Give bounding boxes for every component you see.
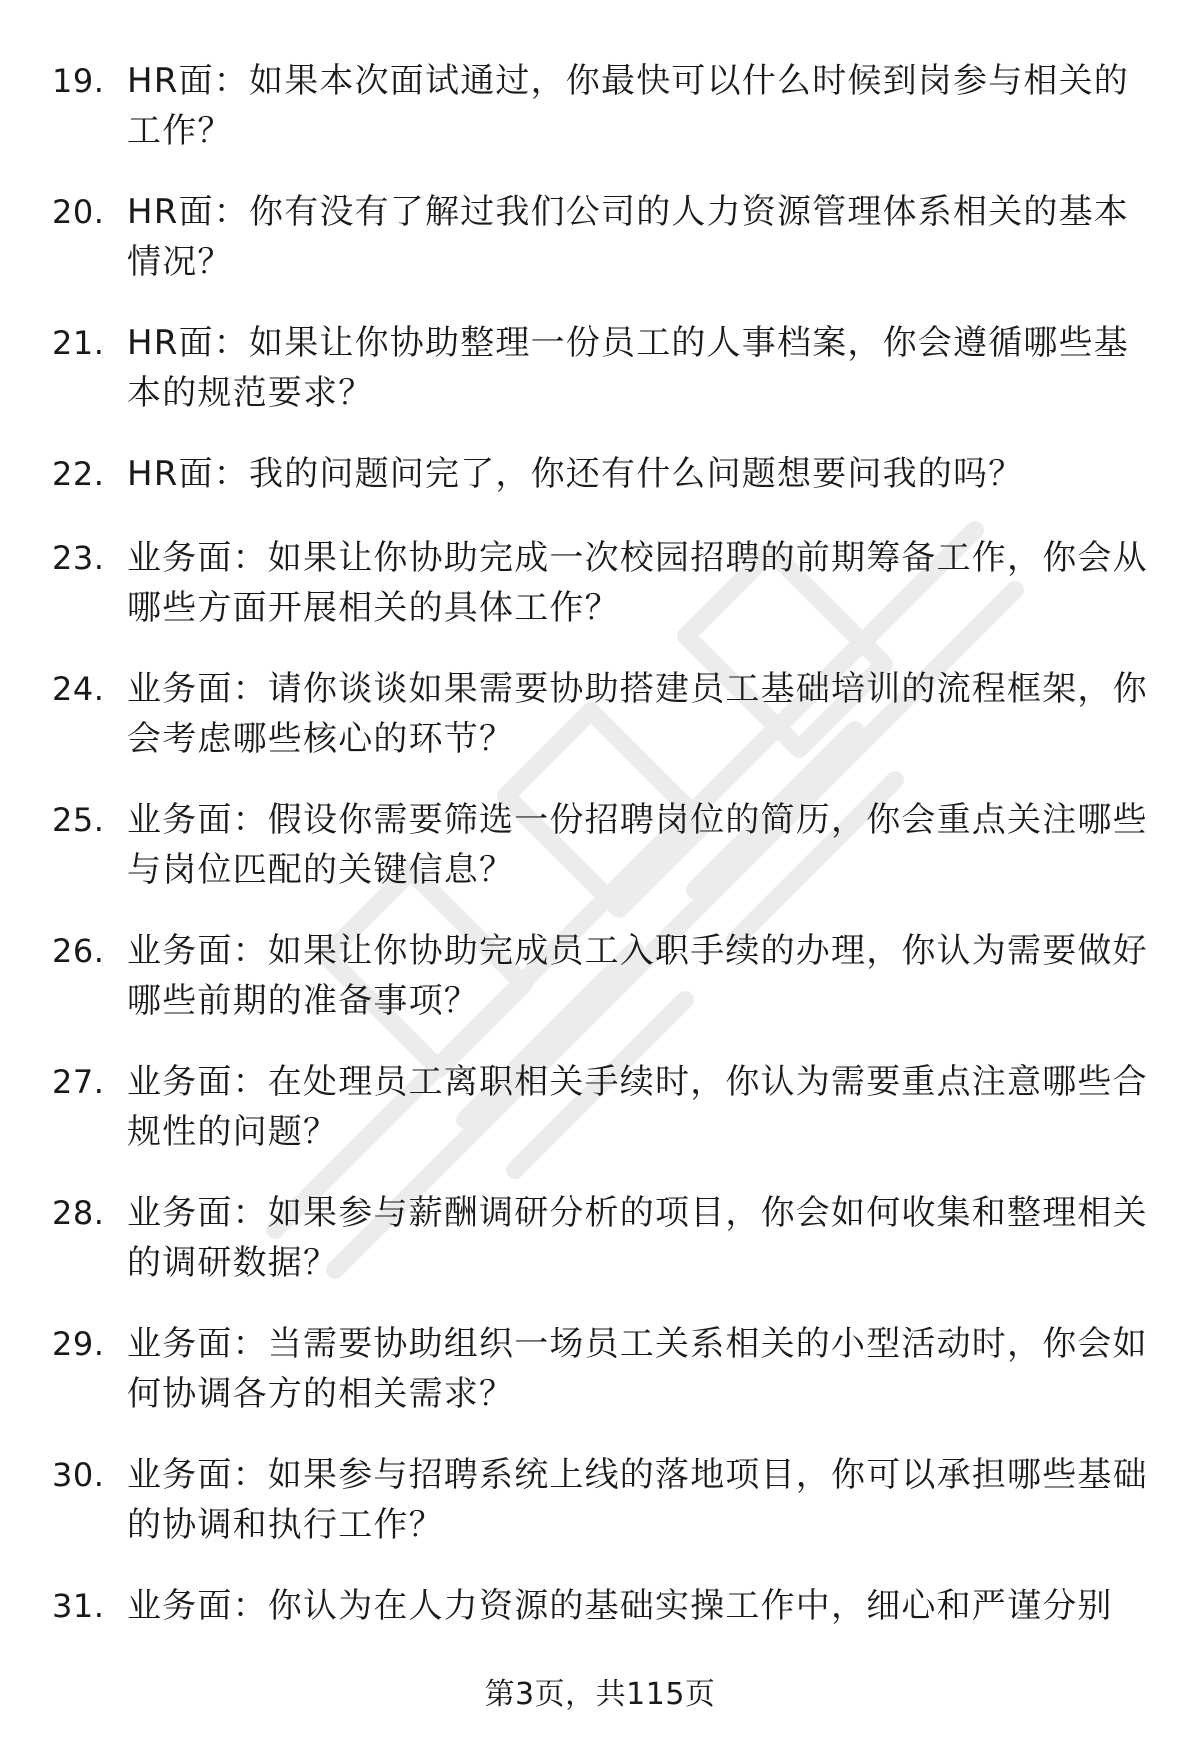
question-text: HR面：你有没有了解过我们公司的人力资源管理体系相关的基本情况？: [127, 192, 1129, 282]
list-item: [0, 187, 1200, 318]
question-number: 24.: [52, 670, 105, 708]
question-text: 业务面：如果参与招聘系统上线的落地项目，你可以承担哪些基础的协调和执行工作？: [127, 1455, 1148, 1545]
question-text: HR面：我的问题问完了，你还有什么问题想要问我的吗？: [127, 454, 1024, 494]
question-number: 19.: [52, 62, 105, 100]
question-number: 31.: [52, 1587, 105, 1625]
list-item: [0, 318, 1200, 449]
list-item: [0, 1057, 1200, 1188]
question-text: HR面：如果让你协助整理一份员工的人事档案，你会遵循哪些基本的规范要求？: [127, 323, 1129, 413]
question-text: 业务面：你认为在人力资源的基础实操工作中，细心和严谨分别: [127, 1586, 1113, 1626]
question-number: 30.: [52, 1456, 105, 1494]
list-item: [0, 56, 1200, 187]
question-text: 业务面：当需要协助组织一场员工关系相关的小型活动时，你会如何协调各方的相关需求？: [127, 1324, 1148, 1414]
question-text: 业务面：请你谈谈如果需要协助搭建员工基础培训的流程框架，你会考虑哪些核心的环节？: [127, 669, 1148, 759]
question-number: 27.: [52, 1063, 105, 1101]
question-number: 22.: [52, 455, 105, 493]
list-item: [0, 1188, 1200, 1319]
list-item: [0, 926, 1200, 1057]
list-item: [0, 1450, 1200, 1581]
question-text: 业务面：如果让你协助完成员工入职手续的办理，你认为需要做好哪些前期的准备事项？: [127, 931, 1148, 1021]
list-item: [0, 795, 1200, 926]
question-list: [0, 56, 1200, 1712]
question-text: 业务面：假设你需要筛选一份招聘岗位的简历，你会重点关注哪些与岗位匹配的关键信息？: [127, 800, 1148, 890]
question-number: 28.: [52, 1194, 105, 1232]
question-number: 26.: [52, 932, 105, 970]
question-number: 23.: [52, 539, 105, 577]
question-text: 业务面：如果参与薪酬调研分析的项目，你会如何收集和整理相关的调研数据？: [127, 1193, 1148, 1283]
question-number: 20.: [52, 193, 105, 231]
page-footer: 第3页，共115页: [484, 1677, 716, 1712]
question-number: 29.: [52, 1325, 105, 1363]
question-number: 25.: [52, 801, 105, 839]
list-item: [0, 1319, 1200, 1450]
list-item: [0, 449, 1200, 533]
question-text: HR面：如果本次面试通过，你最快可以什么时候到岗参与相关的工作？: [127, 61, 1129, 151]
question-number: 21.: [52, 324, 105, 362]
question-text: 业务面：在处理员工离职相关手续时，你认为需要重点注意哪些合规性的问题？: [127, 1062, 1148, 1152]
list-item: [0, 664, 1200, 795]
question-text: 业务面：如果让你协助完成一次校园招聘的前期筹备工作，你会从哪些方面开展相关的具体工作？: [127, 538, 1148, 628]
list-item: [0, 533, 1200, 664]
